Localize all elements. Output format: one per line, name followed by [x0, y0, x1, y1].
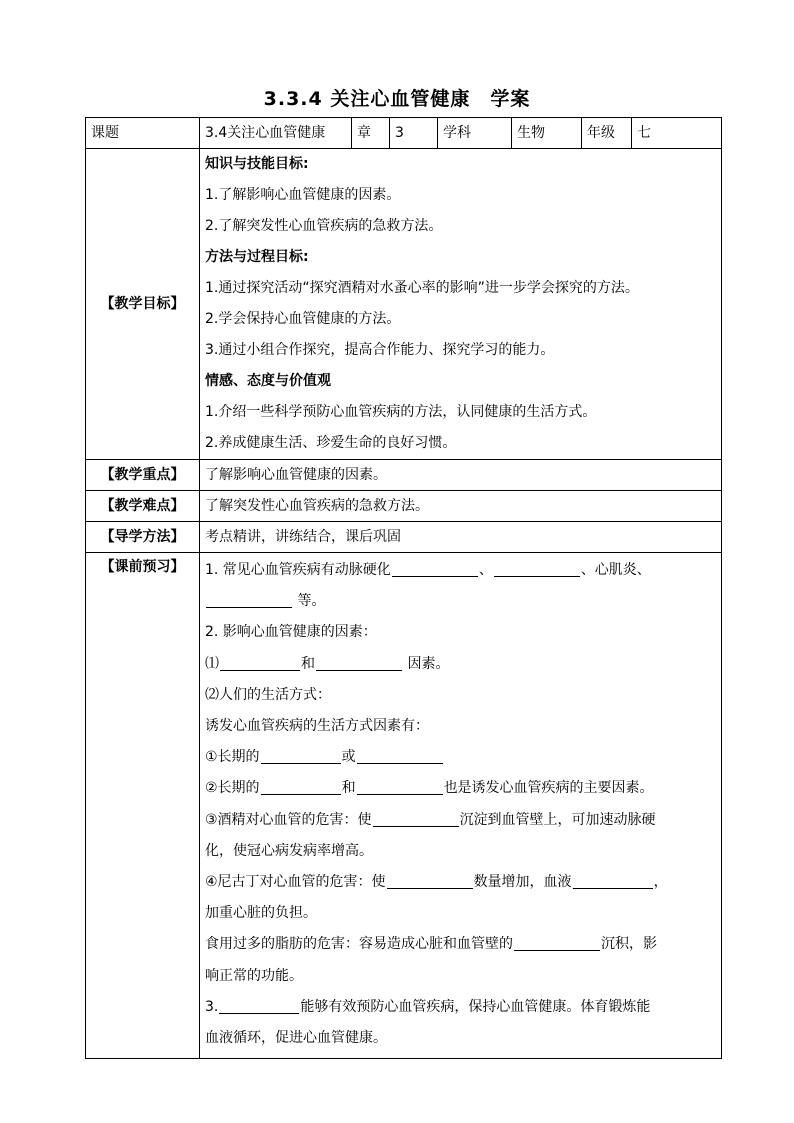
grade-label: 年级: [582, 118, 632, 149]
answer-blank[interactable]: [316, 654, 402, 671]
preview-line: 3. 能够有效预防心血管疾病，保持心血管健康。体育锻炼能: [205, 998, 651, 1015]
answer-blank[interactable]: [573, 872, 653, 889]
preview-label: 【课前预习】: [86, 553, 200, 1059]
preview-line: ①长期的 或: [205, 742, 716, 773]
objectives-row: [86, 149, 722, 460]
emotion-heading: 情感、态度与价值观: [205, 373, 331, 389]
answer-blank[interactable]: [387, 872, 473, 889]
objectives-label: 【教学目标】: [86, 149, 200, 460]
answer-blank[interactable]: [514, 934, 600, 951]
preview-line: ④尼古丁对心血管的危害：使 数量增加，血液 ，: [205, 874, 668, 891]
preview-line: 诱发心血管疾病的生活方式因素有：: [205, 718, 429, 735]
answer-blank[interactable]: [219, 997, 299, 1014]
preview-line: 2. 影响心血管健康的因素：: [205, 624, 377, 641]
preview-line: ⑵人们的生活方式：: [205, 686, 331, 703]
chapter-label: 章: [352, 118, 390, 149]
answer-blank[interactable]: [206, 591, 292, 608]
preview-line: 响正常的功能。: [205, 967, 303, 984]
answer-blank[interactable]: [357, 747, 443, 764]
objectives-content: [200, 149, 722, 460]
knowledge-heading: 知识与技能目标:: [205, 156, 309, 172]
preview-line: 食用过多的脂肪的危害：容易造成心脏和血管壁的 沉积，影: [205, 936, 657, 953]
key-point-label: 【教学重点】: [86, 460, 200, 491]
method-guide-label: 【导学方法】: [86, 522, 200, 553]
method-guide-row: [86, 522, 722, 553]
preview-line: ③酒精对心血管的危害：使 沉淀到血管壁上，可加速动脉硬: [205, 811, 656, 828]
preview-line: ②长期的 和 也是诱发心血管疾病的主要因素。: [205, 780, 654, 797]
answer-blank[interactable]: [494, 560, 580, 577]
grade-value: 七: [632, 118, 722, 149]
lesson-plan-table: [85, 117, 722, 1059]
preview-row: [86, 553, 722, 1059]
topic-value: 3.4关注心血管健康: [200, 118, 352, 149]
topic-label: 课题: [86, 118, 200, 149]
answer-blank[interactable]: [261, 747, 341, 764]
preview-line: ⑴ 和 因素。: [205, 655, 450, 672]
answer-blank[interactable]: [357, 778, 443, 795]
page-title: 3.3.4 关注心血管健康 学案: [263, 88, 531, 110]
preview-content: [200, 553, 722, 1059]
difficulty-row: [86, 491, 722, 522]
answer-blank[interactable]: [392, 560, 478, 577]
difficulty-label: 【教学难点】: [86, 491, 200, 522]
difficulty-value: 了解突发性心血管疾病的急救方法。: [200, 491, 722, 522]
key-point-value: 了解影响心血管健康的因素。: [200, 460, 722, 491]
emotion-item: 1.介绍一些科学预防心血管疾病的方法，认同健康的生活方式。: [205, 404, 597, 420]
preview-line: 加重心脏的负担。: [205, 905, 317, 922]
subject-value: 生物: [512, 118, 582, 149]
method-item: 2.学会保持心血管健康的方法。: [205, 311, 401, 327]
knowledge-item: 2.了解突发性心血管疾病的急救方法。: [205, 218, 443, 234]
answer-blank[interactable]: [261, 778, 341, 795]
method-item: 1.通过探究活动“探究酒精对水蚤心率的影响”进一步学会探究的方法。: [205, 280, 639, 296]
header-row: [86, 118, 722, 149]
method-guide-value: 考点精讲，讲练结合，课后巩固: [200, 522, 722, 553]
knowledge-item: 1.了解影响心血管健康的因素。: [205, 187, 401, 203]
emotion-item: 2.养成健康生活、珍爱生命的良好习惯。: [205, 435, 457, 451]
chapter-value: 3: [390, 118, 438, 149]
method-heading: 方法与过程目标:: [205, 249, 309, 265]
preview-line: 等。: [205, 586, 716, 617]
method-item: 3.通过小组合作探究，提高合作能力、探究学习的能力。: [205, 342, 555, 358]
preview-line: 血液循环，促进心血管健康。: [205, 1030, 387, 1047]
subject-label: 学科: [438, 118, 512, 149]
answer-blank[interactable]: [373, 810, 459, 827]
preview-line: 1. 常见心血管疾病有动脉硬化 、 、心肌炎、: [205, 562, 651, 578]
preview-line: 化，使冠心病发病率增高。: [205, 842, 373, 859]
answer-blank[interactable]: [220, 654, 300, 671]
key-point-row: [86, 460, 722, 491]
